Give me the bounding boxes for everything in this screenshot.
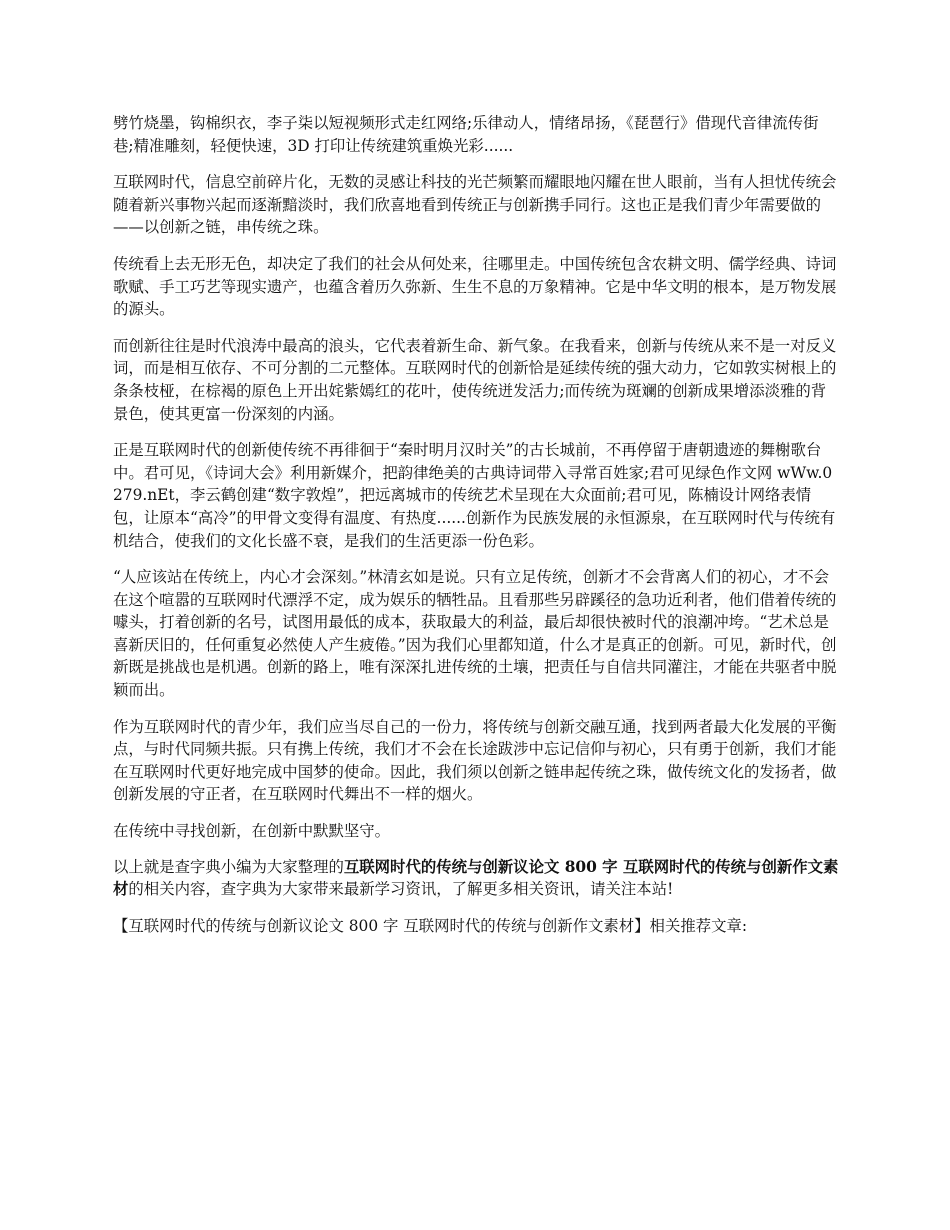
paragraph-youth: 作为互联网时代的青少年，我们应当尽自己的一份力，将传统与创新交融互通，找到两者最大化发展的平衡点，与时代同频共振。只有携上传统，我们才不会在长途跋涉中忘记信仰与初心，只有勇于创新，我们才能在互联网时代更好地完成中国梦的使命。因此，我们须以创新之链串起传统之珠，做传统文化的发扬者，做创新发展的守正者，在互联网时代舞出不一样的烟火。: [113, 717, 837, 804]
document-body: [113, 112, 839, 951]
closing-prefix: 以上就是查字典小编为大家整理的: [113, 857, 344, 876]
paragraph-tradition: 传统看上去无形无色，却决定了我们的社会从何处来，往哪里走。中国传统包含农耕文明、儒学经典、诗词歌赋、手工巧艺等现实遗产，也蕴含着历久弥新、生生不息的万象精神。它是中华文明的根本，是万物发展的源头。: [113, 254, 837, 319]
paragraph-examples: 正是互联网时代的创新使传统不再徘徊于“秦时明月汉时关”的古长城前，不再停留于唐朝遗迹的舞榭歌台中。君可见，《诗词大会》利用新媒介，把韵律绝美的古典诗词带入寻常百姓家;君可见绿色作文网 wWw.0279.nEt，李云鹤创建“数字敦煌”，把远离城市的传统艺术呈现在大众面前;君可见，陈楠设计网络表情包，让原本“高冷”的甲骨文变得有温度、有热度......创新作为民族发展的永恒源泉，在互联网时代与传统有机结合，使我们的文化长盛不衰，是我们的生活更添一份色彩。: [113, 441, 836, 550]
paragraph-internet-era: 互联网时代，信息空前碎片化，无数的灵感让科技的光芒频繁而耀眼地闪耀在世人眼前，当有人担忧传统会随着新兴事物兴起而逐渐黯淡时，我们欣喜地看到传统正与创新携手同行。这也正是我们青少年需要做的——以创新之链，串传统之珠。: [113, 173, 837, 237]
paragraph-innovation: 而创新往往是时代浪涛中最高的浪头，它代表着新生命、新气象。在我看来，创新与传统从来不是一对反义词，而是相互依存、不可分割的二元整体。互联网时代的创新恰是延续传统的强大动力，它如敦实树根上的条条枝桠，在棕褐的原色上开出姹紫嫣红的花叶，使传统迸发活力;而传统为斑斓的创新成果增添淡雅的背景色，使其更富一份深刻的内涵。: [113, 336, 837, 423]
closing-article-title: 互联网时代的传统与创新议论文 800 字 互联网时代的传统与创新作文素材: [113, 857, 839, 899]
paragraph-intro: 劈竹烧墨，钩棉织衣，李子柒以短视频形式走红网络;乐律动人，情绪昂扬，《琵琶行》借现代音律流传街巷;精准雕刻，轻便快速，3D 打印让传统建筑重焕光彩......: [113, 114, 819, 155]
paragraph-quote: “人应该站在传统上，内心才会深刻。”林清玄如是说。只有立足传统，创新才不会背离人们的初心，才不会在这个喧嚣的互联网时代漂浮不定，成为娱乐的牺牲品。且看那些另辟蹊径的急功近利者，他们借着传统的噱头，打着创新的名号，试图用最低的成本，获取最大的利益，最后却很快被时代的浪潮冲垮。“艺术总是喜新厌旧的，任何重复必然使人产生疲倦。”因为我们心里都知道，什么才是真正的创新。可见，新时代，创新既是挑战也是机遇。创新的路上，唯有深深扎进传统的土壤，把责任与自信共同灌注，才能在共驱者中脱颖而出。: [113, 568, 837, 700]
related-articles-heading: 【互联网时代的传统与创新议论文 800 字 互联网时代的传统与创新作文素材】相关推荐文章:: [113, 916, 748, 935]
paragraph-conclusion: 在传统中寻找创新，在创新中默默坚守。: [113, 822, 391, 841]
paragraph-closing: [113, 856, 839, 901]
closing-suffix: 的相关内容，查字典为大家带来最新学习资讯，了解更多相关资讯，请关注本站!: [128, 880, 674, 899]
